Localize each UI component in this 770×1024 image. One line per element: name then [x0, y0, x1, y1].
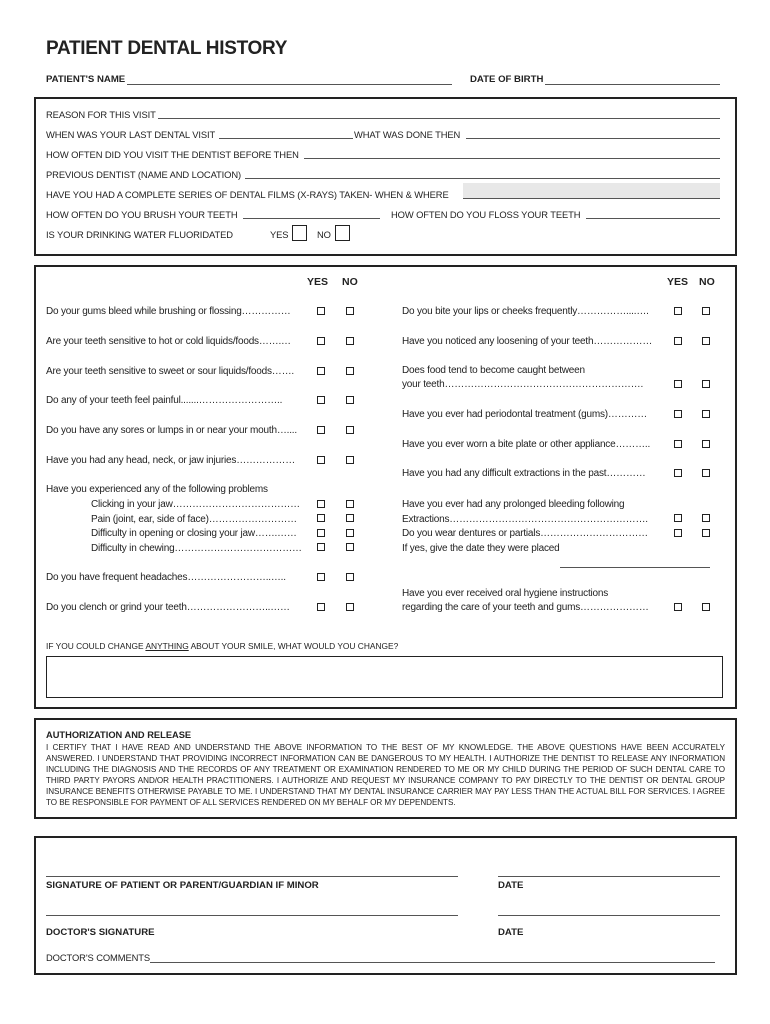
right-q6-no[interactable]	[702, 469, 710, 477]
how-often-visit-field[interactable]	[304, 158, 720, 159]
left-q1-no[interactable]	[346, 307, 354, 315]
page-title: PATIENT DENTAL HISTORY	[46, 38, 288, 59]
right-q9b: regarding the care of your teeth and gums…………………	[402, 602, 649, 613]
left-yes-header: YES	[307, 276, 329, 288]
xrays-label: HAVE YOU HAD A COMPLETE SERIES OF DENTAL FILMS (X-RAYS) TAKEN- WHEN & WHERE	[46, 189, 449, 200]
left-q5-yes[interactable]	[317, 426, 325, 434]
right-q2-yes[interactable]	[674, 337, 682, 345]
doctor-signature-field[interactable]	[46, 915, 458, 916]
left-q4-yes[interactable]	[317, 396, 325, 404]
left-q9: Do you clench or grind your teeth……………………..……	[46, 602, 290, 613]
left-q2: Are your teeth sensitive to hot or cold liquids/foods…….…	[46, 336, 291, 347]
date2-field[interactable]	[498, 915, 720, 916]
left-q7d-yes[interactable]	[317, 543, 325, 551]
patient-signature-field[interactable]	[46, 876, 458, 877]
right-q5-no[interactable]	[702, 440, 710, 448]
doctor-comments-field[interactable]	[150, 962, 715, 963]
right-q1-yes[interactable]	[674, 307, 682, 315]
left-q9-no[interactable]	[346, 603, 354, 611]
right-q8-no[interactable]	[702, 529, 710, 537]
right-q6: Have you had any difficult extractions in the past…………	[402, 468, 646, 479]
right-no-header: NO	[699, 276, 715, 288]
last-visit-label: WHEN WAS YOUR LAST DENTAL VISIT	[46, 129, 216, 140]
right-q1-no[interactable]	[702, 307, 710, 315]
left-q8: Do you have frequent headaches……………………..…..	[46, 572, 286, 583]
xrays-field[interactable]	[463, 183, 720, 198]
left-q5-no[interactable]	[346, 426, 354, 434]
change-smile-label	[46, 641, 398, 651]
right-q4: Have you ever had periodontal treatment (gums)…………	[402, 409, 648, 420]
right-q4-yes[interactable]	[674, 410, 682, 418]
right-q4-no[interactable]	[702, 410, 710, 418]
dob-field[interactable]	[545, 84, 720, 85]
previous-dentist-label: PREVIOUS DENTIST (NAME AND LOCATION)	[46, 169, 242, 180]
left-q1: Do your gums bleed while brushing or flossing……………	[46, 306, 291, 317]
left-no-header: NO	[342, 276, 358, 288]
left-q7d: Difficulty in chewing…………………………………	[91, 543, 302, 554]
change-smile-textarea[interactable]	[46, 656, 723, 698]
doctor-comments-label: DOCTOR'S COMMENTS	[46, 952, 151, 963]
reason-field[interactable]	[158, 118, 720, 119]
change-smile-pre: IF YOU COULD CHANGE	[46, 641, 146, 651]
right-q7-no[interactable]	[702, 514, 710, 522]
previous-dentist-field[interactable]	[245, 178, 720, 179]
left-q1-yes[interactable]	[317, 307, 325, 315]
authorization-text: I CERTIFY THAT I HAVE READ AND UNDERSTAND THE ABOVE INFORMATION TO THE BEST OF MY KNOWLEDGE. THE ABOVE QUESTIONS HAVE BEEN ACCURATELY ANSWERED. I UNDERSTAND THAT PROVIDING INCORRECT INFORMATION CAN BE DANGEROUS TO MY HEALTH. I AUTHORIZE THE DENTIST TO RELEASE ANY INFORMATION INCLUDING THE DIAGNOSIS AND THE RECORDS OF ANY TREATMENT OR EXAMINATION RENDERED TO ME OR MY CHILD DURING THE PERIOD OF SUCH DENTAL CARE TO THIRD PARTY PAYORS AND/OR HEALTH PRACTITIONERS. I AUTHORIZE AND REQUEST MY INSURANCE COMPANY TO PAY DIRECTLY TO THE DENTIST OR DENTAL GROUP INSURANCE BENEFITS OTHERWISE PAYABLE TO ME. I UNDERSTAND THAT MY DENTAL INSURANCE CARRIER MAY PAY LESS THAN THE ACTUAL BILL FOR SERVICES. I AGREE TO BE RESPONSIBLE FOR PAYMENT OF ALL SERVICES RENDERED ON MY BEHALF OR MY DEPENDENTS.	[46, 743, 725, 807]
left-q5: Do you have any sores or lumps in or near your mouth…....	[46, 425, 297, 436]
right-q3b: your teeth…………………………………………………….	[402, 379, 644, 390]
left-q6-yes[interactable]	[317, 456, 325, 464]
patient-signature-label: SIGNATURE OF PATIENT OR PARENT/GUARDIAN IF MINOR	[46, 880, 319, 891]
fluoride-yes-label: YES	[270, 229, 289, 240]
left-q8-yes[interactable]	[317, 573, 325, 581]
right-q7b: Extractions…………………………………………………….	[402, 514, 648, 525]
left-q7a: Clicking in your jaw…………………………………	[91, 499, 300, 510]
left-q9-yes[interactable]	[317, 603, 325, 611]
right-q5: Have you ever worn a bite plate or other appliance………..	[402, 439, 651, 450]
fluoride-no-checkbox[interactable]	[335, 225, 350, 241]
patient-name-label: PATIENT'S NAME	[46, 74, 126, 85]
right-q5-yes[interactable]	[674, 440, 682, 448]
right-q3-no[interactable]	[702, 380, 710, 388]
floss-label: HOW OFTEN DO YOU FLOSS YOUR TEETH	[391, 209, 581, 220]
left-q7: Have you experienced any of the following problems	[46, 484, 268, 495]
right-q3a: Does food tend to become caught between	[402, 365, 585, 376]
change-smile-post: ABOUT YOUR SMILE, WHAT WOULD YOU CHANGE?	[188, 641, 399, 651]
left-q7c-yes[interactable]	[317, 529, 325, 537]
reason-label: REASON FOR THIS VISIT	[46, 109, 156, 120]
brush-field[interactable]	[243, 218, 380, 219]
right-q6-yes[interactable]	[674, 469, 682, 477]
right-q2: Have you noticed any loosening of your teeth………………	[402, 336, 653, 347]
left-q2-no[interactable]	[346, 337, 354, 345]
doctor-signature-label: DOCTOR'S SIGNATURE	[46, 927, 155, 938]
left-q4: Do any of your teeth feel painful.......……………………..	[46, 395, 283, 406]
left-q7b-no[interactable]	[346, 514, 354, 522]
left-q8-no[interactable]	[346, 573, 354, 581]
right-q8-yes[interactable]	[674, 529, 682, 537]
last-visit-field[interactable]	[219, 138, 353, 139]
left-q7a-no[interactable]	[346, 500, 354, 508]
brush-label: HOW OFTEN DO YOU BRUSH YOUR TEETH	[46, 209, 238, 220]
how-often-visit-label: HOW OFTEN DID YOU VISIT THE DENTIST BEFORE THEN	[46, 149, 299, 160]
left-q7b: Pain (joint, ear, side of face)………………………	[91, 514, 297, 525]
change-smile-emphasis: ANYTHING	[145, 641, 189, 651]
left-q3-no[interactable]	[346, 367, 354, 375]
date2-label: DATE	[498, 927, 524, 938]
left-q6: Have you had any head, neck, or jaw injuries………………	[46, 455, 296, 466]
xrays-field-line	[463, 198, 720, 199]
right-q9-no[interactable]	[702, 603, 710, 611]
left-q7d-no[interactable]	[346, 543, 354, 551]
patient-name-field[interactable]	[127, 84, 452, 85]
left-q3-yes[interactable]	[317, 367, 325, 375]
right-q9a: Have you ever received oral hygiene instructions	[402, 588, 609, 599]
what-done-label: WHAT WAS DONE THEN	[354, 129, 461, 140]
right-q3-yes[interactable]	[674, 380, 682, 388]
authorization-heading: AUTHORIZATION AND RELEASE	[46, 730, 192, 740]
floss-field[interactable]	[586, 218, 720, 219]
left-q2-yes[interactable]	[317, 337, 325, 345]
date1-label: DATE	[498, 880, 524, 891]
dob-label: DATE OF BIRTH	[470, 74, 544, 85]
fluoride-yes-checkbox[interactable]	[292, 225, 307, 241]
left-q3: Are your teeth sensitive to sweet or sour liquids/foods…….	[46, 366, 294, 377]
date1-field[interactable]	[498, 876, 720, 877]
right-q8b: If yes, give the date they were placed	[402, 543, 560, 554]
left-q7b-yes[interactable]	[317, 514, 325, 522]
right-q1: Do you bite your lips or cheeks frequently……………....….	[402, 306, 649, 317]
right-q7a: Have you ever had any prolonged bleeding following	[402, 499, 625, 510]
dentures-date-field[interactable]	[560, 567, 710, 568]
fluoride-no-label: NO	[317, 229, 331, 240]
left-q7a-yes[interactable]	[317, 500, 325, 508]
right-q7-yes[interactable]	[674, 514, 682, 522]
fluoride-label: IS YOUR DRINKING WATER FLUORIDATED	[46, 229, 233, 240]
right-q8: Do you wear dentures or partials……………………………	[402, 528, 648, 539]
left-q6-no[interactable]	[346, 456, 354, 464]
right-yes-header: YES	[667, 276, 689, 288]
left-q4-no[interactable]	[346, 396, 354, 404]
left-q7c-no[interactable]	[346, 529, 354, 537]
left-q7c: Difficulty in opening or closing your jaw…….……	[91, 528, 297, 539]
right-q2-no[interactable]	[702, 337, 710, 345]
what-done-field[interactable]	[466, 138, 720, 139]
right-q9-yes[interactable]	[674, 603, 682, 611]
